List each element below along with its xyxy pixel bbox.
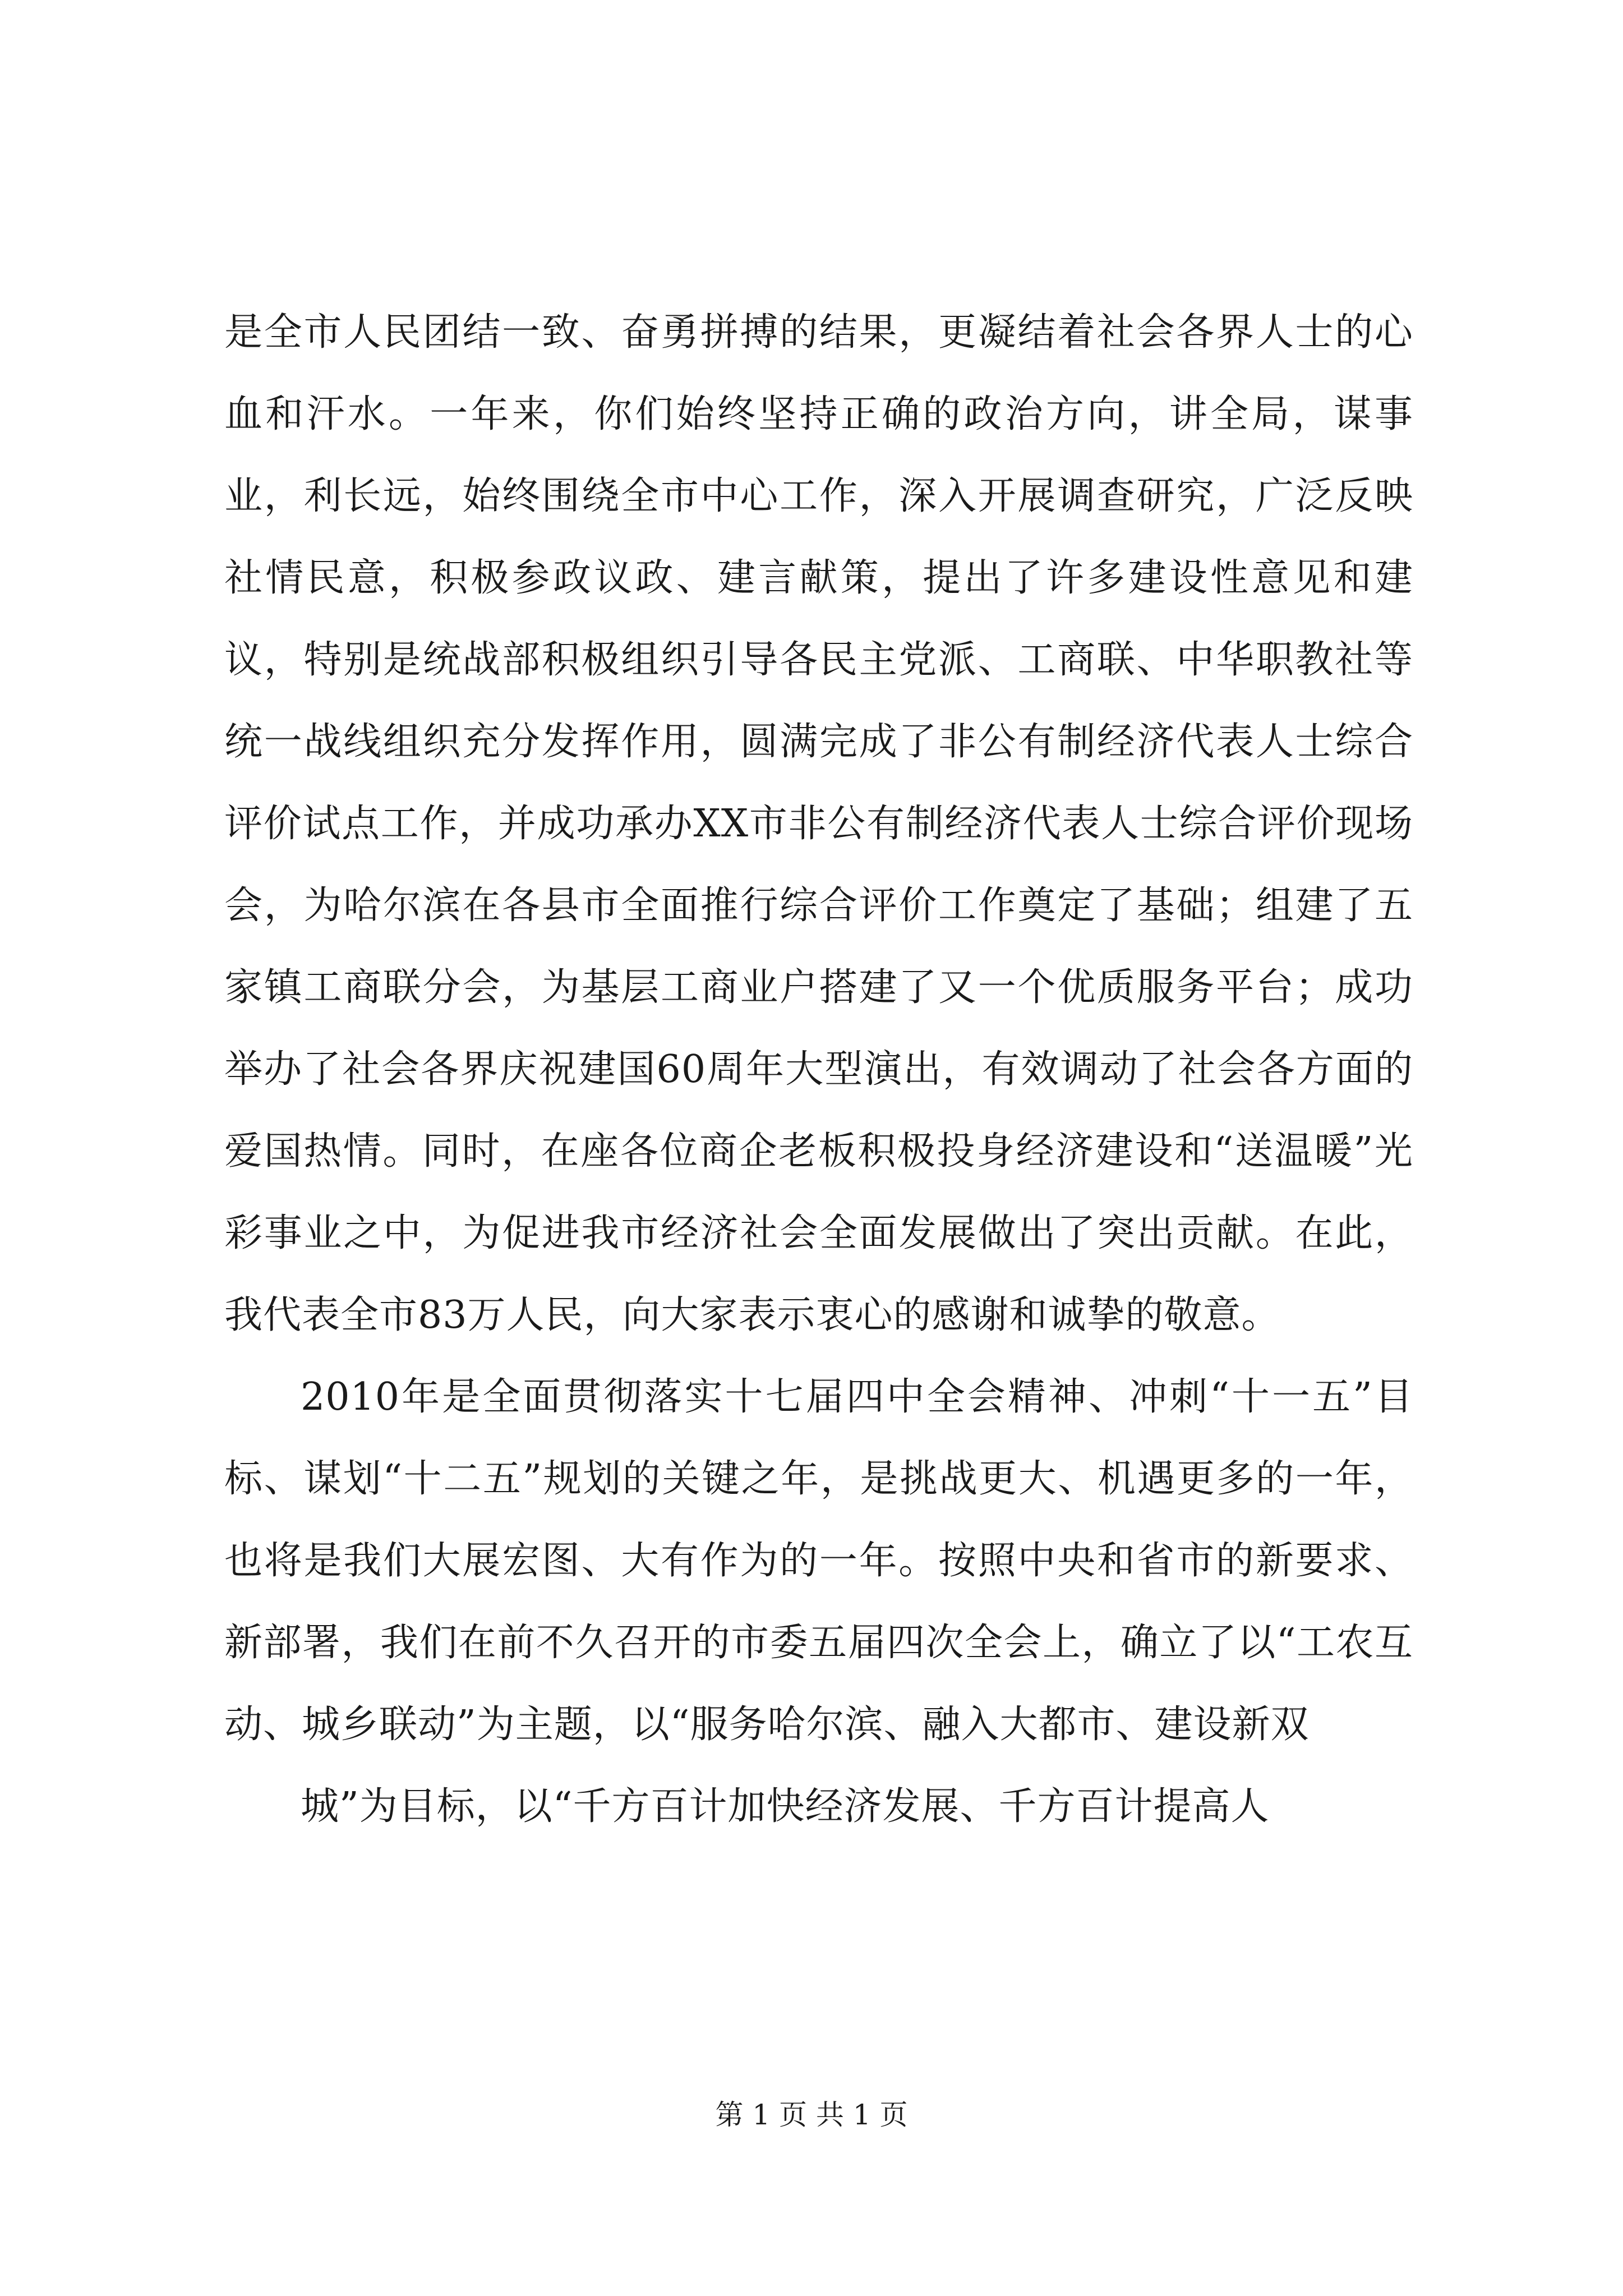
paragraph-3: 城”为目标，以“千方百计加快经济发展、千方百计提高人 — [301, 1784, 1270, 1829]
paragraph-2: 2010年是全面贯彻落实十七届四中全会精神、冲刺“十一五”目标、谋划“十二五”规划的关键之年，是挑战更大、机遇更多的一年，也将是我们大展宏图、大有作为的一年。按照中央和省市的新要求、新部署，我们在前不久召开的市委五届四次全会上，确立了以“工农互动、城乡联动”为主题，以“服务哈尔滨、融入大都市、建设新双 — [224, 1375, 1413, 1747]
page-footer: 第 1 页 共 1 页 — [715, 2099, 908, 2131]
paragraph-1: 是全市人民团结一致、奋勇拼搏的结果，更凝结着社会各界人士的心血和汗水。一年来，你们始终坚持正确的政治方向，讲全局，谋事业，利长远，始终围绕全市中心工作，深入开展调查研究，广泛反映社情民意，积极参政议政、建言献策，提出了许多建设性意见和建议，特别是统战部积极组织引导各民主党派、工商联、中华职教社等统一战线组织充分发挥作用，圆满完成了非公有制经济代表人士综合评价试点工作，并成功承办XX市非公有制经济代表人士综合评价现场会，为哈尔滨在各县市全面推行综合评价工作奠定了基础；组建了五家镇工商联分会，为基层工商业户搭建了又一个优质服务平台；成功举办了社会各界庆祝建国60周年大型演出，有效调动了社会各方面的爱国热情。同时，在座各位商企老板积极投身经济建设和“送温暖”光彩事业之中，为促进我市经济社会全面发展做出了突出贡献。在此，我代表全市83万人民，向大家表示衷心的感谢和诚挚的敬意。 — [224, 310, 1413, 1337]
body-text — [224, 292, 1413, 1848]
